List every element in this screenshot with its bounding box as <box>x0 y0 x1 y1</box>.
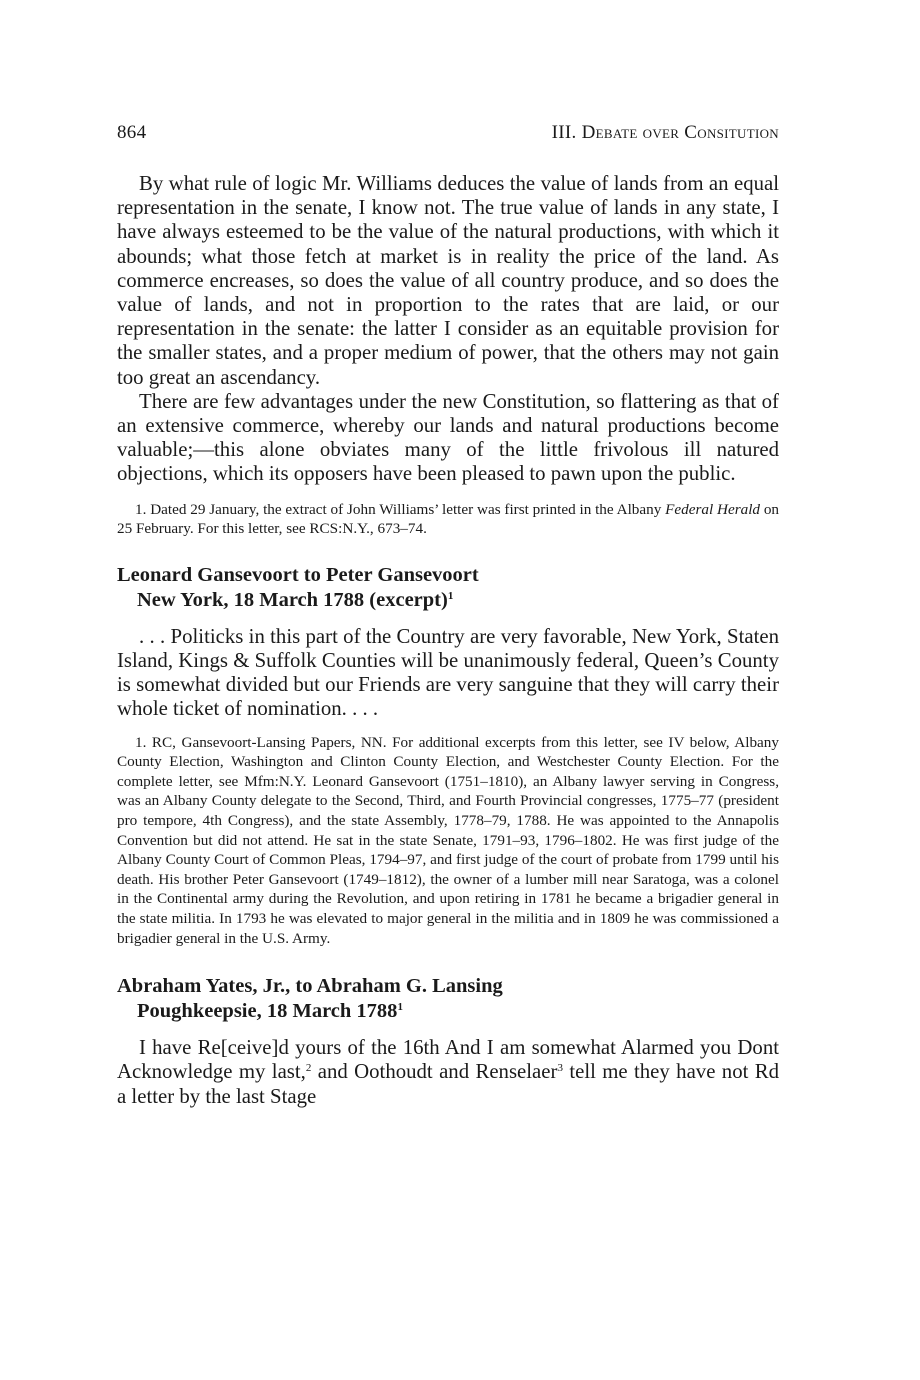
document-heading <box>117 974 779 1024</box>
letter-text: I have Re[ceive]d yours of the 16th And I am somewhat Alarmed you Dont Acknowledge my last, <box>117 1036 779 1084</box>
footnote-text: 1. Dated 29 January, the extract of John Williams’ letter was first printed in the Albany <box>135 500 666 518</box>
heading-line <box>117 999 779 1024</box>
footnote-marker: 1 <box>397 1001 403 1014</box>
document-heading <box>117 563 779 613</box>
heading-line: Abraham Yates, Jr., to Abraham G. Lansing <box>117 975 503 998</box>
footnote: 1. RC, Gansevoort-Lansing Papers, NN. For additional excerpts from this letter, see IV below, Albany County Election, Washington and Clinton County Election, and Westchester County Election. For the complete letter, see Mfm:N.Y. Leonard Gansevoort (1751–1810), an Albany lawyer serving in Congress, was an Albany County delegate to the Second, Third, and Fourth Provincial congresses, 1775–77 (president pro tempore, 4th Congress), and the state Assembly, 1778–79, 1788. He was appointed to the Annapolis Convention but did not attend. He sat in the state Senate, 1791–93, 1796–1802. He was first judge of the Albany County Court of Common Pleas, 1794–97, and first judge of the court of probate from 1799 until his death. His brother Peter Gansevoort (1749–1812), the owner of a lumber mill near Saratoga, was a colonel in the Continental army during the Revolution, and upon retiring in 1781 he became a brigadier general in the state militia. In 1793 he was elevated to major general in the militia and in 1809 he was commissioned a brigadier general in the U.S. Army. <box>117 733 779 947</box>
page-number: 864 <box>117 122 147 143</box>
body-paragraph: There are few advantages under the new Constitution, so flattering as that of an extensive commerce, whereby our lands and natural productions become valuable;—this alone obviates many of the little frivolous ill natured objections, which its opposers have been pleased to pawn upon the public. <box>117 389 779 486</box>
letter-text: tell me they have not Rd a letter by the last Stage <box>117 1060 779 1108</box>
heading-line: Leonard Gansevoort to Peter Gansevoort <box>117 563 479 586</box>
footnote-marker: 1 <box>447 589 454 602</box>
running-head-title: III. Debate over Consitution <box>551 122 779 143</box>
footnote-marker: 2 <box>305 1062 312 1075</box>
heading-dateline: Poughkeepsie, 18 March 1788 <box>137 1000 398 1023</box>
footnote <box>117 500 779 539</box>
document-page <box>117 122 779 1109</box>
heading-line <box>117 588 779 613</box>
body-paragraph: . . . Politicks in this part of the Country are very favorable, New York, Staten Island, Kings & Suffolk Counties will be unanimously federal, Queen’s County is somewhat divided but our Friends are very sanguine that they will carry their whole ticket of nomination. . . . <box>117 624 779 721</box>
heading-dateline: New York, 18 March 1788 (excerpt) <box>137 588 448 611</box>
footnote-text: on 25 February. For this letter, see RCS:N.Y., 673–74. <box>117 500 779 538</box>
body-paragraph: By what rule of logic Mr. Williams deduces the value of lands from an equal representation in the senate, I know not. The true value of lands in any state, I have always esteemed to be the value of the natural productions, with which it abounds; what those fetch at market is in reality the price of the land. As commerce encreases, so does the value of all country produce, and so does the value of lands, and not in proportion to the rates that are laid, or our representation in the senate: the latter I consider as an equitable provision for the smaller states, and a proper medium of power, that the others may not gain too great an ascendancy. <box>117 172 779 389</box>
body-paragraph <box>117 1036 779 1109</box>
footnote-marker: 3 <box>557 1062 563 1075</box>
running-head <box>117 122 779 150</box>
footnote-italic-title: Federal Herald <box>665 500 761 518</box>
letter-text: and Oothoudt and Renselaer <box>311 1060 558 1084</box>
